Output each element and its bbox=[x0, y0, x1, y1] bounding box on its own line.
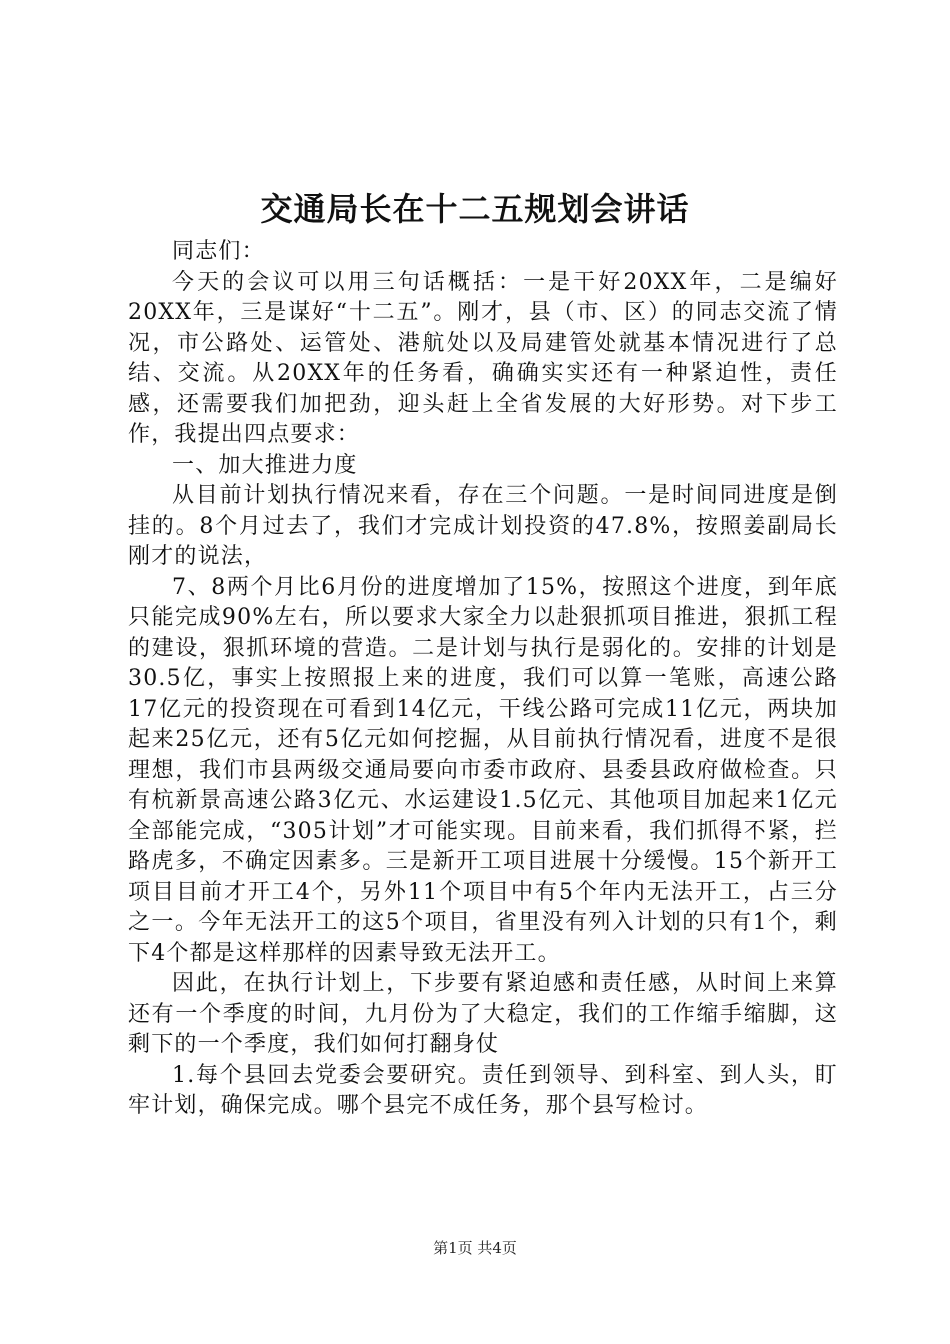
document-body bbox=[128, 237, 838, 1122]
page-number-footer: 第1页 共4页 bbox=[433, 1239, 517, 1257]
paragraph-progress: 7、8两个月比6月份的进度增加了15%，按照这个进度，到年底只能完成90%左右，所以要求大家全力以赴狠抓项目推进，狠抓工程的建设，狠抓环境的营造。二是计划与执行是弱化的。安排的计划是30.5亿，事实上按照报上来的进度，我们可以算一笔账，高速公路17亿元的投资现在可看到14亿元，干线公路可完成11亿元，两块加起来25亿元，还有5亿元如何挖掘，从目前执行情况看，进度不是很理想，我们市县两级交通局要向市委市政府、县委县政府做检查。只有杭新景高速公路3亿元、水运建设1.5亿元、其他项目加起来1亿元全部能完成，“305计划”才可能实现。目前来看，我们抓得不紧，拦路虎多，不确定因素多。三是新开工项目进展十分缓慢。15个新开工项目目前才开工4个，另外11个项目中有5个年内无法开工，占三分之一。今年无法开工的这5个项目，省里没有列入计划的只有1个，剩下4个都是这样那样的因素导致无法开工。 bbox=[128, 574, 838, 966]
paragraph-problems: 从目前计划执行情况来看，存在三个问题。一是时间同进度是倒挂的。8个月过去了，我们才完成计划投资的47.8%，按照姜副局长刚才的说法， bbox=[128, 483, 838, 569]
section-heading-1: 一、加大推进力度 bbox=[172, 452, 358, 478]
document-title: 交通局长在十二五规划会讲话 bbox=[260, 190, 690, 228]
paragraph-salutation: 同志们： bbox=[172, 239, 265, 264]
paragraph-intro: 今天的会议可以用三句话概括：一是干好20XX年，二是编好20XX年，三是谋好“十二五”。刚才，县（市、区）的同志交流了情况，市公路处、运管处、港航处以及局建管处就基本情况进行了总结、交流。从20XX年的任务看，确确实实还有一种紧迫性，责任感，还需要我们加把劲，迎头赶上全省发展的大好形势。对下步工作，我提出四点要求： bbox=[128, 269, 838, 447]
paragraph-urgency: 因此，在执行计划上，下步要有紧迫感和责任感，从时间上来算还有一个季度的时间，九月份为了大稳定，我们的工作缩手缩脚，这剩下的一个季度，我们如何打翻身仗 bbox=[128, 971, 838, 1057]
paragraph-item-1: 1.每个县回去党委会要研究。责任到领导、到科室、到人头，盯牢计划，确保完成。哪个县完不成任务，那个县写检讨。 bbox=[128, 1062, 838, 1118]
